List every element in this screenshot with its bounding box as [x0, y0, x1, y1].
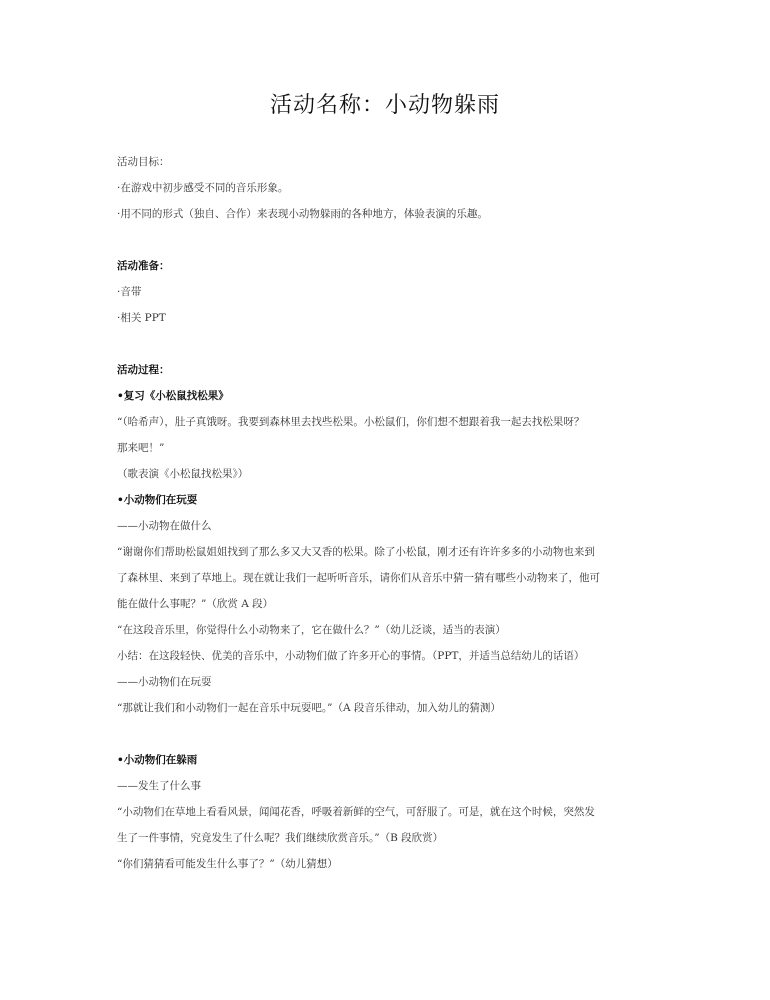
page-title: 活动名称：小动物躲雨	[269, 93, 500, 118]
section-heading-process: 活动过程：	[117, 364, 170, 376]
section-heading-goals: 活动目标：	[117, 156, 170, 168]
step-heading: •小动物们在躲雨	[117, 754, 198, 766]
paragraph-line: “那就让我们和小动物们一起在音乐中玩耍吧。”（A 段音乐律动，加入幼儿的猜测）	[117, 702, 501, 714]
paragraph-line: “（哈希声），肚子真饿呀。我要到森林里去找些松果。小松鼠们，你们想不想跟着我一起去找松果呀？	[117, 416, 585, 428]
paragraph-line: 那来吧！”	[117, 442, 165, 454]
paragraph-line: （歌表演《小松鼠找松果》）	[117, 468, 249, 480]
sub-heading: ——发生了什么事	[117, 780, 201, 792]
paragraph-line: “谢谢你们帮助松鼠姐姐找到了那么多又大又香的松果。除了小松鼠，刚才还有许许多多的小动物也来到	[117, 546, 595, 558]
step-heading: •小动物们在玩耍	[117, 494, 198, 506]
sub-heading: ——小动物们在玩耍	[117, 676, 212, 688]
paragraph-line: 生了一件事情，究竟发生了什么呢？我们继续欣赏音乐。”（B 段欣赏）	[117, 832, 444, 844]
preparation-item: ·相关 PPT	[117, 312, 166, 324]
step-heading: •复习《小松鼠找松果》	[117, 390, 229, 402]
preparation-item: ·音带	[117, 286, 142, 298]
goal-item: ·用不同的形式（独自、合作）来表现小动物躲雨的各种地方，体验表演的乐趣。	[117, 208, 488, 220]
paragraph-line: “你们猜猜看可能发生什么事了？”（幼儿猜想）	[117, 858, 338, 870]
paragraph-line: “在这段音乐里，你觉得什么小动物来了，它在做什么？”（幼儿泛谈，适当的表演）	[117, 624, 506, 636]
paragraph-line: 能在做什么事呢？”（欣赏 A 段）	[117, 598, 274, 610]
sub-heading: ——小动物在做什么	[117, 520, 212, 532]
paragraph-line: 小结：在这段轻快、优美的音乐中，小动物们做了许多开心的事情。（PPT，并适当总结幼儿的话语）	[117, 650, 585, 662]
goal-item: ·在游戏中初步感受不同的音乐形象。	[117, 182, 289, 194]
paragraph-line: 了森林里、来到了草地上。现在就让我们一起听听音乐，请你们从音乐中猜一猜有哪些小动物来了，他可	[117, 572, 600, 584]
section-heading-preparation: 活动准备：	[117, 260, 170, 272]
paragraph-line: “小动物们在草地上看看风景，闻闻花香，呼吸着新鲜的空气，可舒服了。可是，就在这个时候，突然发	[117, 806, 595, 818]
